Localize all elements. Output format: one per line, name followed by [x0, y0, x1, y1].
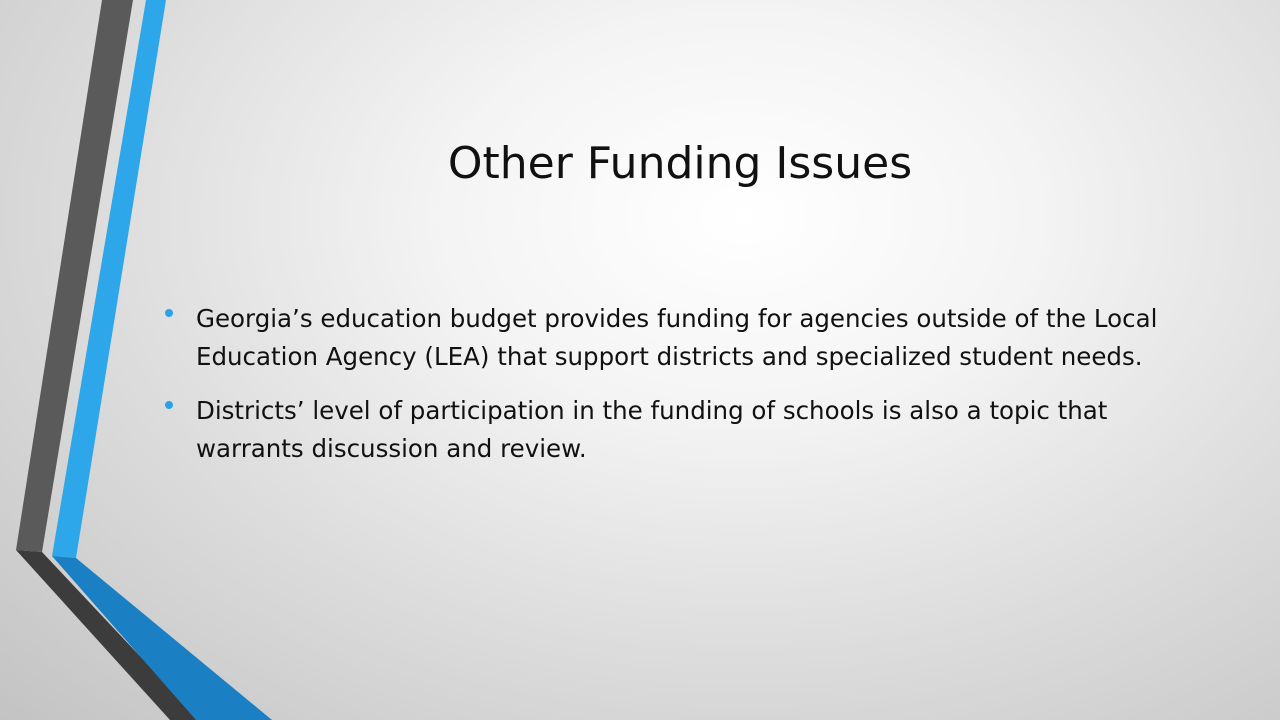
bullet-text: Districts’ level of participation in the funding of schools is also a topic that warrants discussion and review. [196, 396, 1108, 463]
bullet-list [162, 300, 1182, 484]
bullet-item [162, 300, 1182, 376]
bullet-dot-icon [165, 401, 173, 409]
bullet-dot-icon [165, 309, 173, 317]
gray-stripe-lower [16, 550, 200, 720]
slide-title: Other Funding Issues [447, 138, 913, 189]
bullet-item [162, 392, 1182, 468]
bullet-text: Georgia’s education budget provides funding for agencies outside of the Local Education Agency (LEA) that support districts and specialized student needs. [196, 304, 1158, 371]
